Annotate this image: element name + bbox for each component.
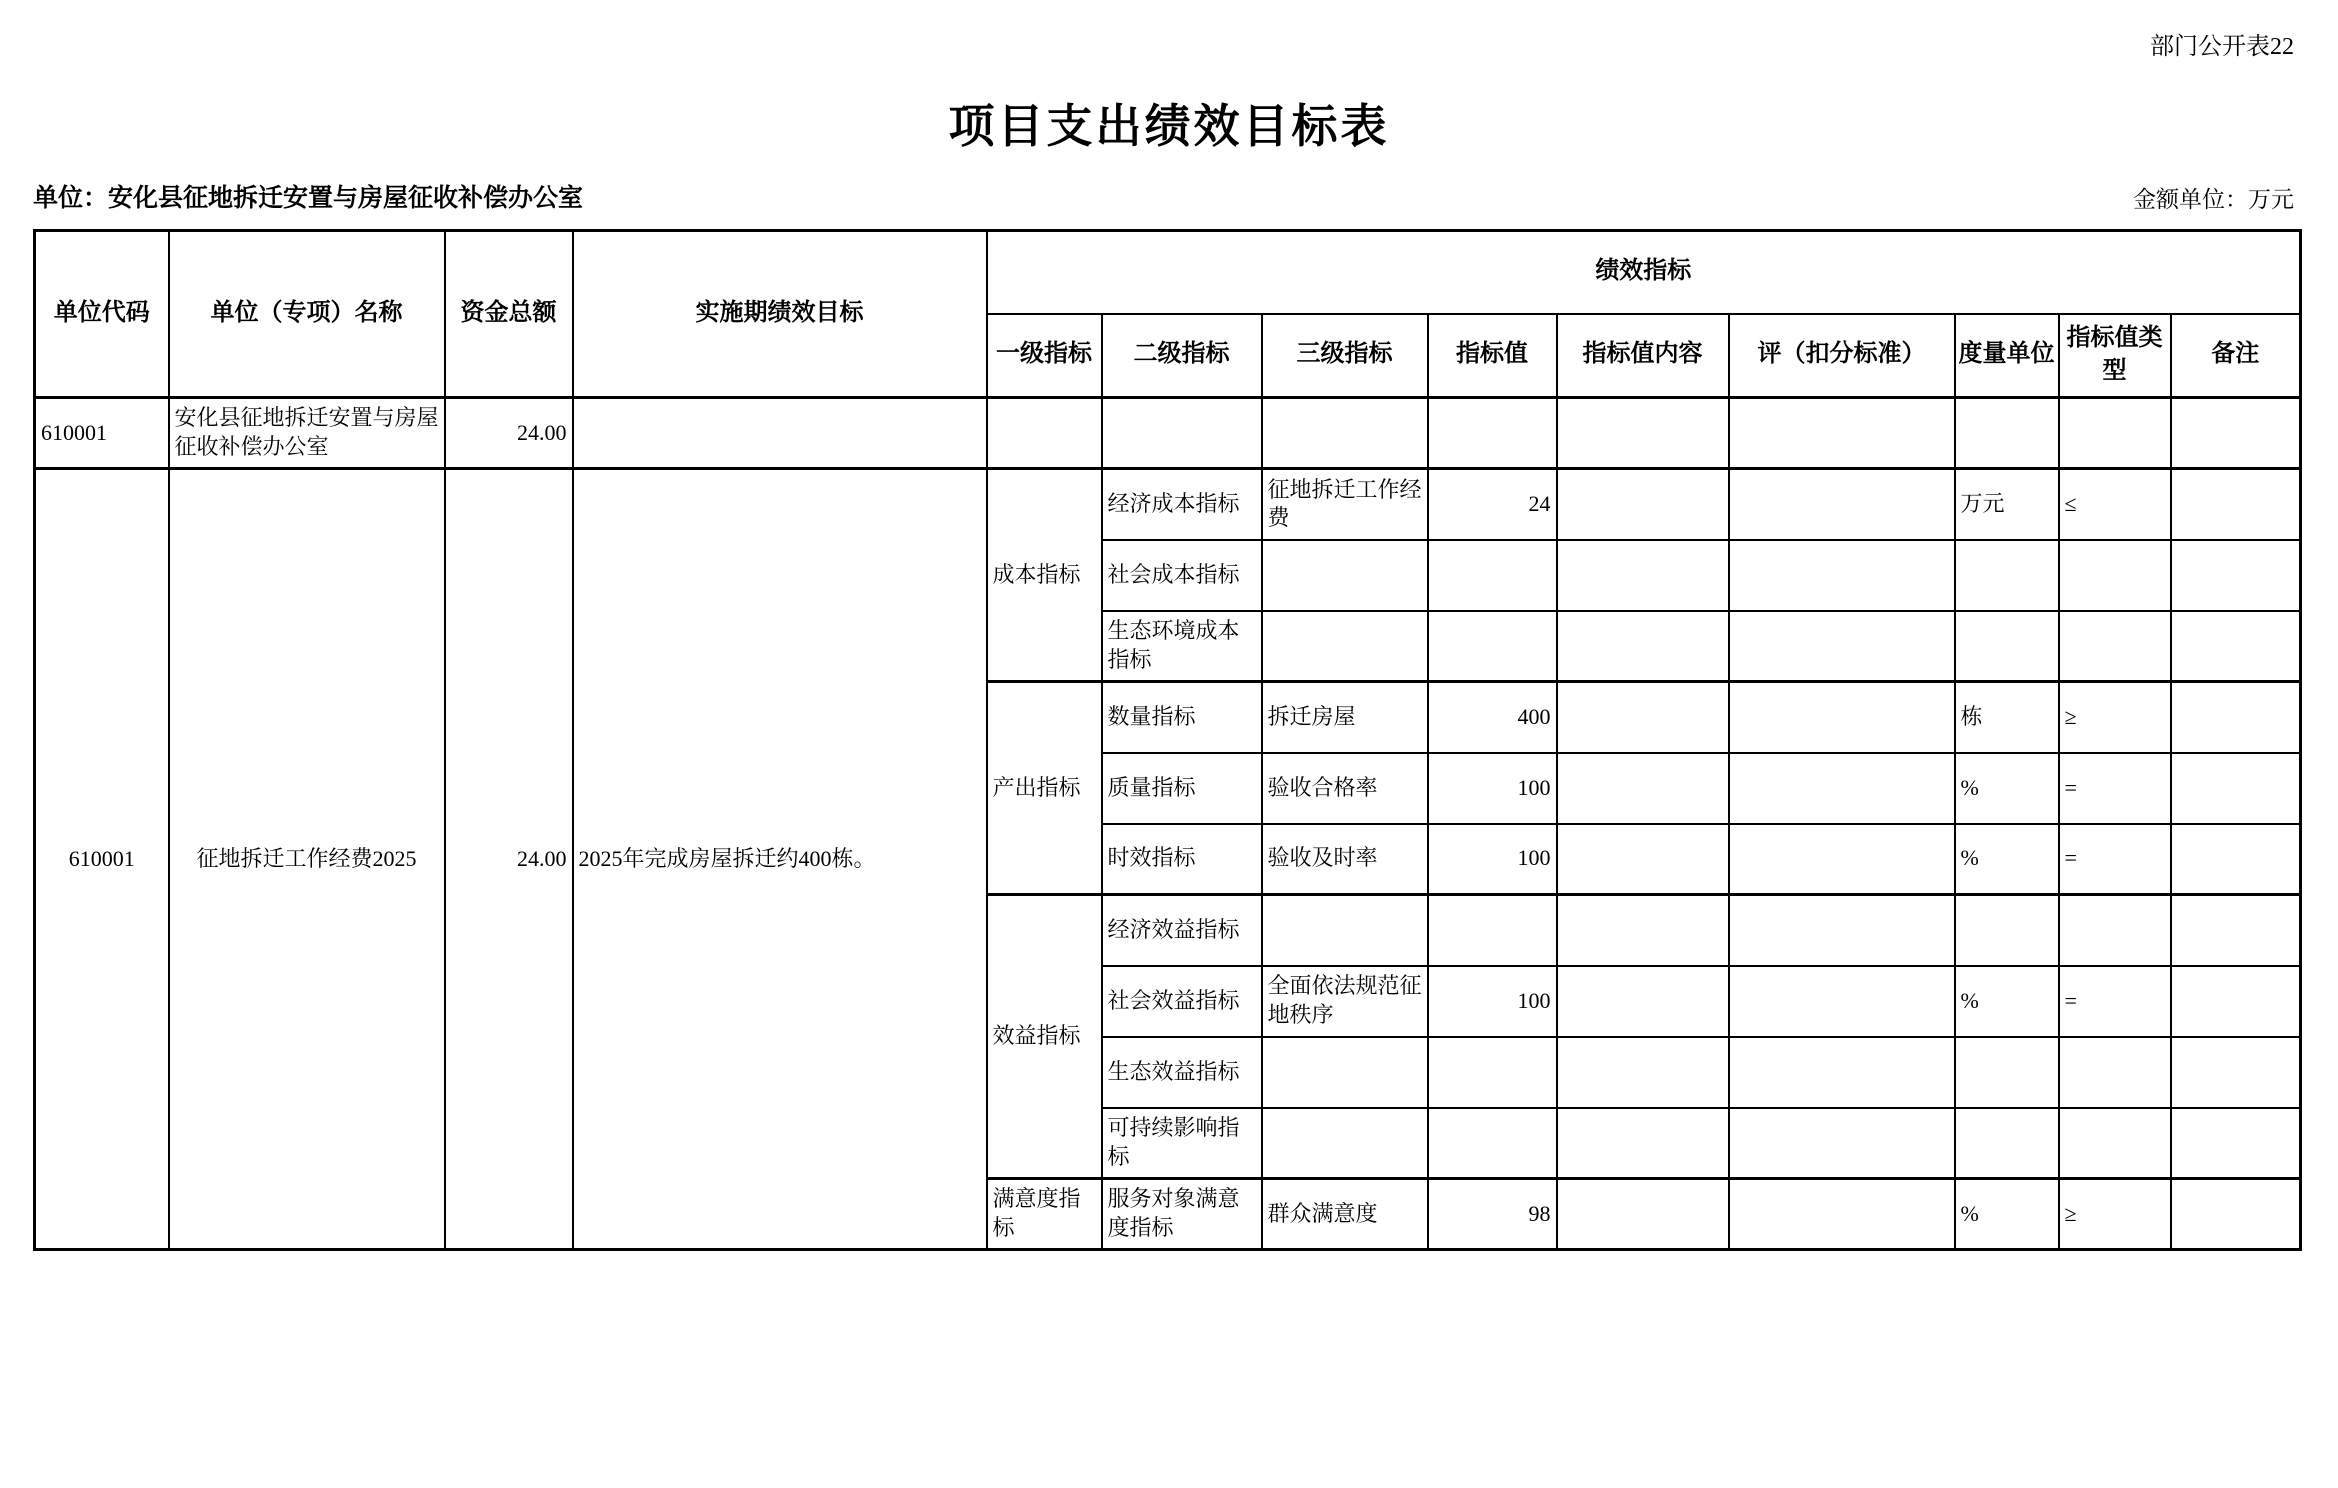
cell-level2: 社会成本指标	[1102, 540, 1262, 611]
col-header-standard: 评（扣分标准）	[1729, 314, 1955, 398]
cell-unit-code: 610001	[35, 469, 169, 1250]
cell-standard	[1729, 753, 1955, 824]
cell-standard	[1729, 966, 1955, 1037]
cell-value	[1428, 540, 1557, 611]
cell-value	[1428, 611, 1557, 682]
cell-value-content	[1557, 1179, 1729, 1250]
col-header-unit-code: 单位代码	[35, 231, 169, 398]
col-header-level1: 一级指标	[987, 314, 1102, 398]
col-header-measure-unit: 度量单位	[1955, 314, 2059, 398]
cell-value-content	[1557, 895, 1729, 966]
cell-note	[2171, 895, 2301, 966]
cell-level3: 验收合格率	[1262, 753, 1428, 824]
cell-value-content	[1557, 824, 1729, 895]
cell-unit-name: 征地拆迁工作经费2025	[169, 469, 445, 1250]
cell-measure-unit: %	[1955, 824, 2059, 895]
cell-level3: 征地拆迁工作经费	[1262, 469, 1428, 540]
cell-level3: 全面依法规范征地秩序	[1262, 966, 1428, 1037]
cell-measure-unit	[1955, 611, 2059, 682]
cell-level3	[1262, 1108, 1428, 1179]
cell-note	[2171, 1037, 2301, 1108]
form-number: 部门公开表22	[2150, 34, 2294, 60]
cell-measure-unit	[1955, 1037, 2059, 1108]
cell-level2: 生态环境成本指标	[1102, 611, 1262, 682]
cell-value: 100	[1428, 824, 1557, 895]
cell-note	[2171, 540, 2301, 611]
cell-note	[2171, 966, 2301, 1037]
cell-measure-unit: 栋	[1955, 682, 2059, 753]
cell-note	[2171, 682, 2301, 753]
cell-value-type: ≤	[2059, 469, 2171, 540]
cell-level3: 拆迁房屋	[1262, 682, 1428, 753]
cell-value: 100	[1428, 966, 1557, 1037]
col-header-period-target: 实施期绩效目标	[573, 231, 987, 398]
cell-note	[2171, 824, 2301, 895]
page-title: 项目支出绩效目标表	[948, 101, 1390, 152]
indicator-row	[35, 469, 2301, 540]
cell-level3	[1262, 611, 1428, 682]
empty-cell	[1955, 398, 2059, 469]
cell-level2: 数量指标	[1102, 682, 1262, 753]
cell-standard	[1729, 1037, 1955, 1108]
cell-value-type: =	[2059, 824, 2171, 895]
empty-cell	[1102, 398, 1262, 469]
cell-value	[1428, 1037, 1557, 1108]
cell-value-type	[2059, 895, 2171, 966]
empty-cell	[1262, 398, 1428, 469]
cell-value-type	[2059, 611, 2171, 682]
cell-period-target: 2025年完成房屋拆迁约400栋。	[573, 469, 987, 1250]
cell-level3: 群众满意度	[1262, 1179, 1428, 1250]
cell-value-type: ≥	[2059, 682, 2171, 753]
cell-note	[2171, 753, 2301, 824]
col-header-value-content: 指标值内容	[1557, 314, 1729, 398]
col-header-value: 指标值	[1428, 314, 1557, 398]
empty-cell	[2059, 398, 2171, 469]
cell-value-type: =	[2059, 966, 2171, 1037]
cell-value-content	[1557, 682, 1729, 753]
cell-value-content	[1557, 966, 1729, 1037]
cell-unit-name: 安化县征地拆迁安置与房屋征收补偿办公室	[169, 398, 445, 469]
perf-indicators-group-header: 绩效指标	[987, 231, 2301, 314]
cell-value: 400	[1428, 682, 1557, 753]
cell-value-type	[2059, 1108, 2171, 1179]
cell-value-content	[1557, 469, 1729, 540]
cell-level2: 时效指标	[1102, 824, 1262, 895]
cell-value-content	[1557, 1037, 1729, 1108]
cell-standard	[1729, 1108, 1955, 1179]
cell-level3	[1262, 540, 1428, 611]
cell-measure-unit: %	[1955, 966, 2059, 1037]
cell-value-content	[1557, 1108, 1729, 1179]
col-header-note: 备注	[2171, 314, 2301, 398]
cell-level2: 经济成本指标	[1102, 469, 1262, 540]
cell-note	[2171, 469, 2301, 540]
cell-standard	[1729, 895, 1955, 966]
cell-value-content	[1557, 753, 1729, 824]
cell-value-content	[1557, 611, 1729, 682]
cell-value-type	[2059, 1037, 2171, 1108]
col-header-unit-name: 单位（专项）名称	[169, 231, 445, 398]
cell-measure-unit: %	[1955, 753, 2059, 824]
empty-cell	[1428, 398, 1557, 469]
cell-total-fund: 24.00	[445, 469, 573, 1250]
cell-standard	[1729, 1179, 1955, 1250]
cell-unit-code: 610001	[35, 398, 169, 469]
cell-level2: 生态效益指标	[1102, 1037, 1262, 1108]
cell-measure-unit	[1955, 540, 2059, 611]
cell-level1: 产出指标	[987, 682, 1102, 895]
cell-standard	[1729, 611, 1955, 682]
cell-level1: 效益指标	[987, 895, 1102, 1179]
cell-standard	[1729, 540, 1955, 611]
cell-value-type: ≥	[2059, 1179, 2171, 1250]
cell-level2: 可持续影响指标	[1102, 1108, 1262, 1179]
col-header-total-fund: 资金总额	[445, 231, 573, 398]
cell-level2: 经济效益指标	[1102, 895, 1262, 966]
cell-value-type	[2059, 540, 2171, 611]
cell-value: 24	[1428, 469, 1557, 540]
unit-label: 单位：安化县征地拆迁安置与房屋征收补偿办公室	[33, 185, 584, 212]
cell-value-type: =	[2059, 753, 2171, 824]
cell-level2: 质量指标	[1102, 753, 1262, 824]
cell-level1: 成本指标	[987, 469, 1102, 682]
cell-value: 98	[1428, 1179, 1557, 1250]
cell-value	[1428, 1108, 1557, 1179]
cell-standard	[1729, 469, 1955, 540]
cell-level3	[1262, 1037, 1428, 1108]
empty-cell	[2171, 398, 2301, 469]
cell-period-target	[573, 398, 987, 469]
cell-value-content	[1557, 540, 1729, 611]
cell-note	[2171, 1108, 2301, 1179]
cell-level1: 满意度指标	[987, 1179, 1102, 1250]
cell-value	[1428, 895, 1557, 966]
cell-level3	[1262, 895, 1428, 966]
cell-level2: 社会效益指标	[1102, 966, 1262, 1037]
cell-total-fund: 24.00	[445, 398, 573, 469]
empty-cell	[987, 398, 1102, 469]
cell-standard	[1729, 824, 1955, 895]
col-header-level2: 二级指标	[1102, 314, 1262, 398]
cell-standard	[1729, 682, 1955, 753]
cell-measure-unit	[1955, 895, 2059, 966]
cell-level3: 验收及时率	[1262, 824, 1428, 895]
performance-target-table	[33, 229, 2302, 1251]
col-header-value-type: 指标值类型	[2059, 314, 2171, 398]
empty-cell	[1557, 398, 1729, 469]
cell-note	[2171, 1179, 2301, 1250]
col-header-level3: 三级指标	[1262, 314, 1428, 398]
cell-measure-unit: 万元	[1955, 469, 2059, 540]
cell-note	[2171, 611, 2301, 682]
summary-row	[35, 398, 2301, 469]
header-row-1	[35, 231, 2301, 314]
cell-value: 100	[1428, 753, 1557, 824]
empty-cell	[1729, 398, 1955, 469]
cell-measure-unit: %	[1955, 1179, 2059, 1250]
cell-level2: 服务对象满意度指标	[1102, 1179, 1262, 1250]
amount-unit-label: 金额单位：万元	[2133, 187, 2294, 212]
cell-measure-unit	[1955, 1108, 2059, 1179]
